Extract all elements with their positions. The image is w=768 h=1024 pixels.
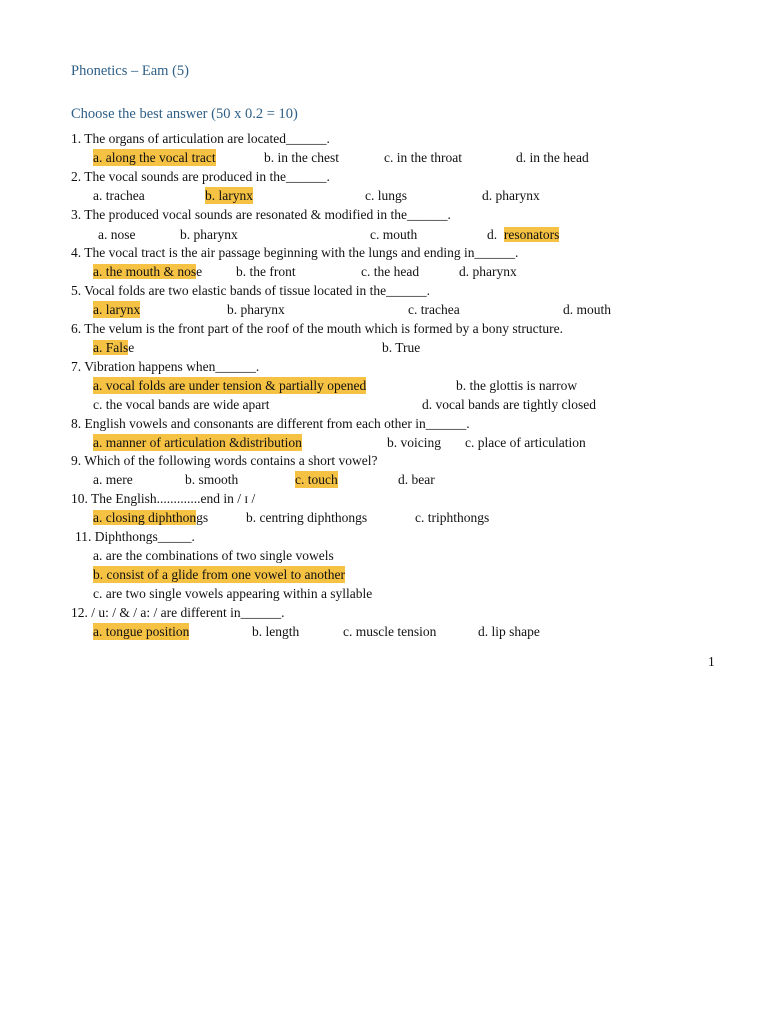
q9-option-c: c. touch bbox=[295, 472, 338, 487]
q10-option-c: c. triphthongs bbox=[415, 510, 490, 525]
q10-option-b: b. centring diphthongs bbox=[246, 510, 368, 525]
question-5: 5. Vocal folds are two elastic bands of tissue located in the______. bbox=[71, 283, 431, 298]
q10-option-a-highlight: a. closing diphthon bbox=[93, 510, 197, 525]
q1-option-a: a. along the vocal tract bbox=[93, 150, 216, 165]
q9-option-b: b. smooth bbox=[185, 472, 239, 487]
q9-option-d: d. bear bbox=[398, 472, 435, 487]
q4-option-a bbox=[93, 263, 202, 280]
q6-option-a-rest: e bbox=[128, 340, 135, 355]
q8-option-c: c. place of articulation bbox=[465, 435, 586, 450]
question-11: 11. Diphthongs_____. bbox=[75, 529, 195, 544]
q11-option-b: b. consist of a glide from one vowel to another bbox=[93, 567, 345, 582]
q9-option-a: a. mere bbox=[93, 472, 133, 487]
q10-option-a bbox=[93, 509, 208, 526]
q4-option-a-highlight: a. the mouth & nos bbox=[93, 264, 197, 279]
q3-option-d bbox=[487, 226, 559, 243]
q7-option-a: a. vocal folds are under tension & partially opened bbox=[93, 378, 367, 393]
q7-option-d: d. vocal bands are tightly closed bbox=[422, 397, 596, 412]
instructions: Choose the best answer (50 x 0.2 = 10) bbox=[71, 106, 298, 122]
question-3: 3. The produced vocal sounds are resonated & modified in the______. bbox=[71, 207, 451, 222]
question-6: 6. The velum is the front part of the roof of the mouth which is formed by a bony structure. bbox=[71, 321, 564, 336]
q8-option-a: a. manner of articulation &distribution bbox=[93, 435, 302, 450]
q1-option-c: c. in the throat bbox=[384, 150, 462, 165]
q4-option-a-rest: e bbox=[196, 264, 203, 279]
question-4: 4. The vocal tract is the air passage beginning with the lungs and ending in______. bbox=[71, 245, 519, 260]
q2-option-a: a. trachea bbox=[93, 188, 145, 203]
q5-option-d: d. mouth bbox=[563, 302, 612, 317]
q11-option-a: a. are the combinations of two single vowels bbox=[93, 548, 334, 563]
q5-option-c: c. trachea bbox=[408, 302, 460, 317]
q5-option-a: a. larynx bbox=[93, 302, 141, 317]
q6-option-b: b. True bbox=[382, 340, 421, 355]
q8-option-b: b. voicing bbox=[387, 435, 441, 450]
q4-option-c: c. the head bbox=[361, 264, 420, 279]
question-9: 9. Which of the following words contains a short vowel? bbox=[71, 453, 378, 468]
q4-option-b: b. the front bbox=[236, 264, 296, 279]
q3-option-d-letter: d. bbox=[487, 227, 504, 242]
q3-option-d-text: resonators bbox=[503, 227, 560, 242]
q2-option-d: d. pharynx bbox=[482, 188, 540, 203]
q3-option-a: a. nose bbox=[98, 227, 136, 242]
q5-option-b: b. pharynx bbox=[227, 302, 285, 317]
q2-option-c: c. lungs bbox=[365, 188, 407, 203]
q7-option-c: c. the vocal bands are wide apart bbox=[93, 397, 270, 412]
q12-option-b: b. length bbox=[252, 624, 300, 639]
q2-option-b: b. larynx bbox=[205, 188, 253, 203]
question-12: 12. / u: / & / a: / are different in______. bbox=[71, 605, 285, 620]
q3-option-c: c. mouth bbox=[370, 227, 418, 242]
question-7: 7. Vibration happens when______. bbox=[71, 359, 260, 374]
q6-option-a-highlight: a. Fals bbox=[93, 340, 129, 355]
q4-option-d: d. pharynx bbox=[459, 264, 517, 279]
q1-option-d: d. in the head bbox=[516, 150, 589, 165]
q10-option-a-rest: gs bbox=[196, 510, 209, 525]
q12-option-a: a. tongue position bbox=[93, 624, 190, 639]
q6-option-a bbox=[93, 339, 134, 356]
page-number: 1 bbox=[708, 654, 715, 669]
question-8: 8. English vowels and consonants are different from each other in______. bbox=[71, 416, 470, 431]
q12-option-c: c. muscle tension bbox=[343, 624, 437, 639]
question-1: 1. The organs of articulation are located______. bbox=[71, 131, 330, 146]
question-10: 10. The English.............end in / ɪ / bbox=[71, 491, 256, 506]
q3-option-b: b. pharynx bbox=[180, 227, 238, 242]
q12-option-d: d. lip shape bbox=[478, 624, 540, 639]
page-title: Phonetics – Eam (5) bbox=[71, 63, 189, 79]
question-2: 2. The vocal sounds are produced in the______. bbox=[71, 169, 330, 184]
q7-option-b: b. the glottis is narrow bbox=[456, 378, 578, 393]
q11-option-c: c. are two single vowels appearing within a syllable bbox=[93, 586, 373, 601]
q1-option-b: b. in the chest bbox=[264, 150, 339, 165]
